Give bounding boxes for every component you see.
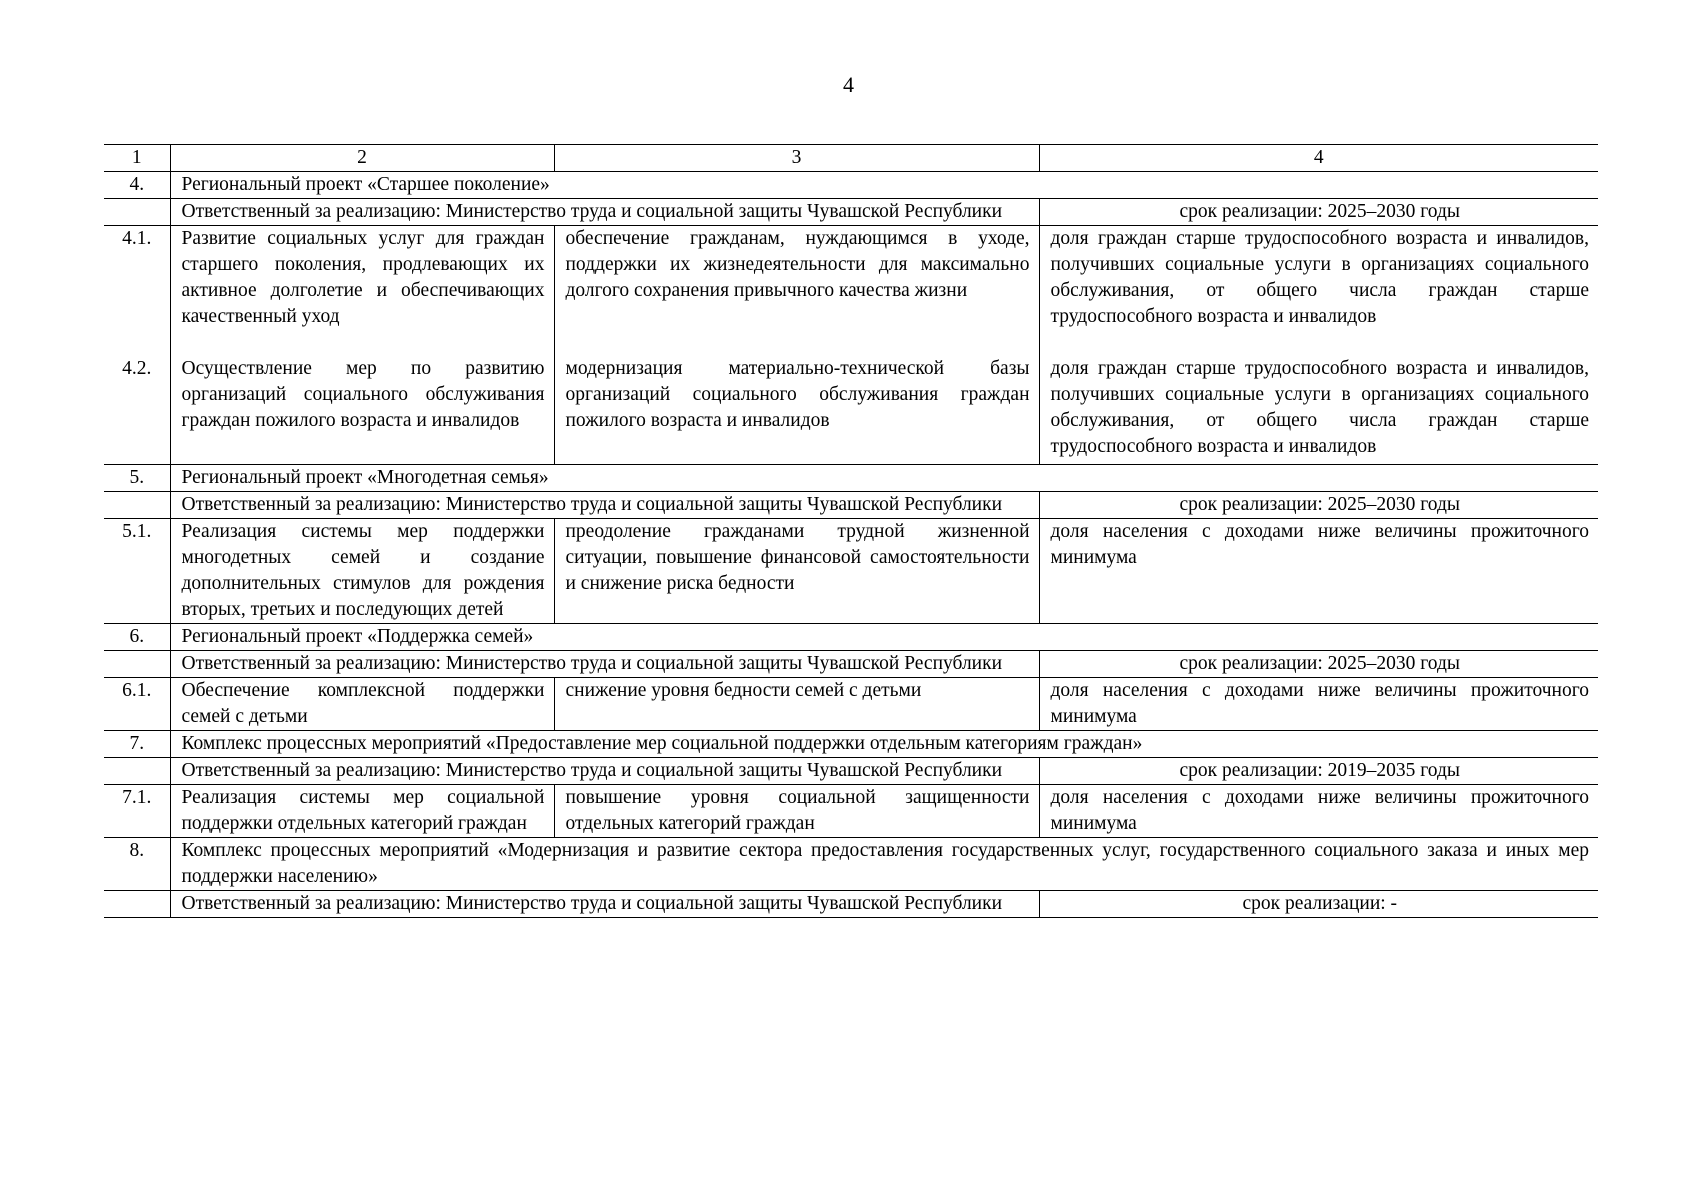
term-text: срок реализации: 2025–2030 годы xyxy=(1039,199,1598,226)
section-row xyxy=(104,731,1598,758)
column-header: 1 xyxy=(104,145,170,172)
section-title: Комплекс процессных мероприятий «Модернизация и развитие сектора предоставления государственных услуг, государственного социального заказа и иных мер поддержки населению» xyxy=(170,838,1598,891)
table-row xyxy=(104,226,1598,357)
responsible-row xyxy=(104,891,1598,918)
indicator-cell: доля граждан старше трудоспособного возраста и инвалидов, получивших социальные услуги в организациях социального обслуживания, от общего числа граждан старше трудоспособного возраста и инвалидов xyxy=(1039,226,1598,357)
result-cell: обеспечение гражданам, нуждающимся в уходе, поддержки их жизнедеятельности для максимально долгого сохранения привычного качества жизни xyxy=(554,226,1039,357)
task-cell: Реализация системы мер социальной поддержки отдельных категорий граждан xyxy=(170,785,554,838)
item-number: 4.2. xyxy=(104,356,170,465)
section-number: 4. xyxy=(104,172,170,199)
responsible-text: Ответственный за реализацию: Министерство труда и социальной защиты Чувашской Республики xyxy=(170,891,1039,918)
section-number: 7. xyxy=(104,731,170,758)
task-cell: Обеспечение комплексной поддержки семей с детьми xyxy=(170,678,554,731)
responsible-text: Ответственный за реализацию: Министерство труда и социальной защиты Чувашской Республики xyxy=(170,758,1039,785)
task-cell: Осуществление мер по развитию организаций социального обслуживания граждан пожилого возраста и инвалидов xyxy=(170,356,554,465)
responsible-row xyxy=(104,758,1598,785)
section-title: Комплекс процессных мероприятий «Предоставление мер социальной поддержки отдельным категориям граждан» xyxy=(170,731,1598,758)
responsible-row xyxy=(104,651,1598,678)
column-header: 3 xyxy=(554,145,1039,172)
responsible-text: Ответственный за реализацию: Министерство труда и социальной защиты Чувашской Республики xyxy=(170,492,1039,519)
section-title: Региональный проект «Старшее поколение» xyxy=(170,172,1598,199)
indicator-cell: доля населения с доходами ниже величины прожиточного минимума xyxy=(1039,519,1598,624)
result-cell: повышение уровня социальной защищенности отдельных категорий граждан xyxy=(554,785,1039,838)
responsible-text: Ответственный за реализацию: Министерство труда и социальной защиты Чувашской Республики xyxy=(170,199,1039,226)
result-cell: модернизация материально-технической базы организаций социального обслуживания граждан пожилого возраста и инвалидов xyxy=(554,356,1039,465)
section-row xyxy=(104,465,1598,492)
section-row xyxy=(104,838,1598,891)
indicator-cell: доля граждан старше трудоспособного возраста и инвалидов, получивших социальные услуги в организациях социального обслуживания, от общего числа граждан старше трудоспособного возраста и инвалидов xyxy=(1039,356,1598,465)
page-number: 4 xyxy=(843,72,854,97)
term-text: срок реализации: 2025–2030 годы xyxy=(1039,492,1598,519)
column-header: 4 xyxy=(1039,145,1598,172)
section-number: 5. xyxy=(104,465,170,492)
term-text: срок реализации: 2025–2030 годы xyxy=(1039,651,1598,678)
term-text: срок реализации: 2019–2035 годы xyxy=(1039,758,1598,785)
result-cell: преодоление гражданами трудной жизненной ситуации, повышение финансовой самостоятельности и снижение риска бедности xyxy=(554,519,1039,624)
section-row xyxy=(104,624,1598,651)
result-cell: снижение уровня бедности семей с детьми xyxy=(554,678,1039,731)
section-row xyxy=(104,172,1598,199)
task-cell: Реализация системы мер поддержки многодетных семей и создание дополнительных стимулов для рождения вторых, третьих и последующих детей xyxy=(170,519,554,624)
indicator-cell: доля населения с доходами ниже величины прожиточного минимума xyxy=(1039,678,1598,731)
section-number: 8. xyxy=(104,838,170,891)
item-number: 4.1. xyxy=(104,226,170,357)
table-header-row xyxy=(104,145,1598,172)
section-title: Региональный проект «Поддержка семей» xyxy=(170,624,1598,651)
responsible-row xyxy=(104,492,1598,519)
indicator-cell: доля населения с доходами ниже величины прожиточного минимума xyxy=(1039,785,1598,838)
table-row xyxy=(104,678,1598,731)
item-number: 5.1. xyxy=(104,519,170,624)
responsible-text: Ответственный за реализацию: Министерство труда и социальной защиты Чувашской Республики xyxy=(170,651,1039,678)
task-cell: Развитие социальных услуг для граждан старшего поколения, продлевающих их активное долголетие и обеспечивающих качественный уход xyxy=(170,226,554,357)
measures-table xyxy=(104,144,1598,918)
section-title: Региональный проект «Многодетная семья» xyxy=(170,465,1598,492)
responsible-row xyxy=(104,199,1598,226)
column-header: 2 xyxy=(170,145,554,172)
section-number: 6. xyxy=(104,624,170,651)
term-text: срок реализации: - xyxy=(1039,891,1598,918)
table-row xyxy=(104,785,1598,838)
item-number: 6.1. xyxy=(104,678,170,731)
item-number: 7.1. xyxy=(104,785,170,838)
table-row xyxy=(104,519,1598,624)
table-row xyxy=(104,356,1598,465)
